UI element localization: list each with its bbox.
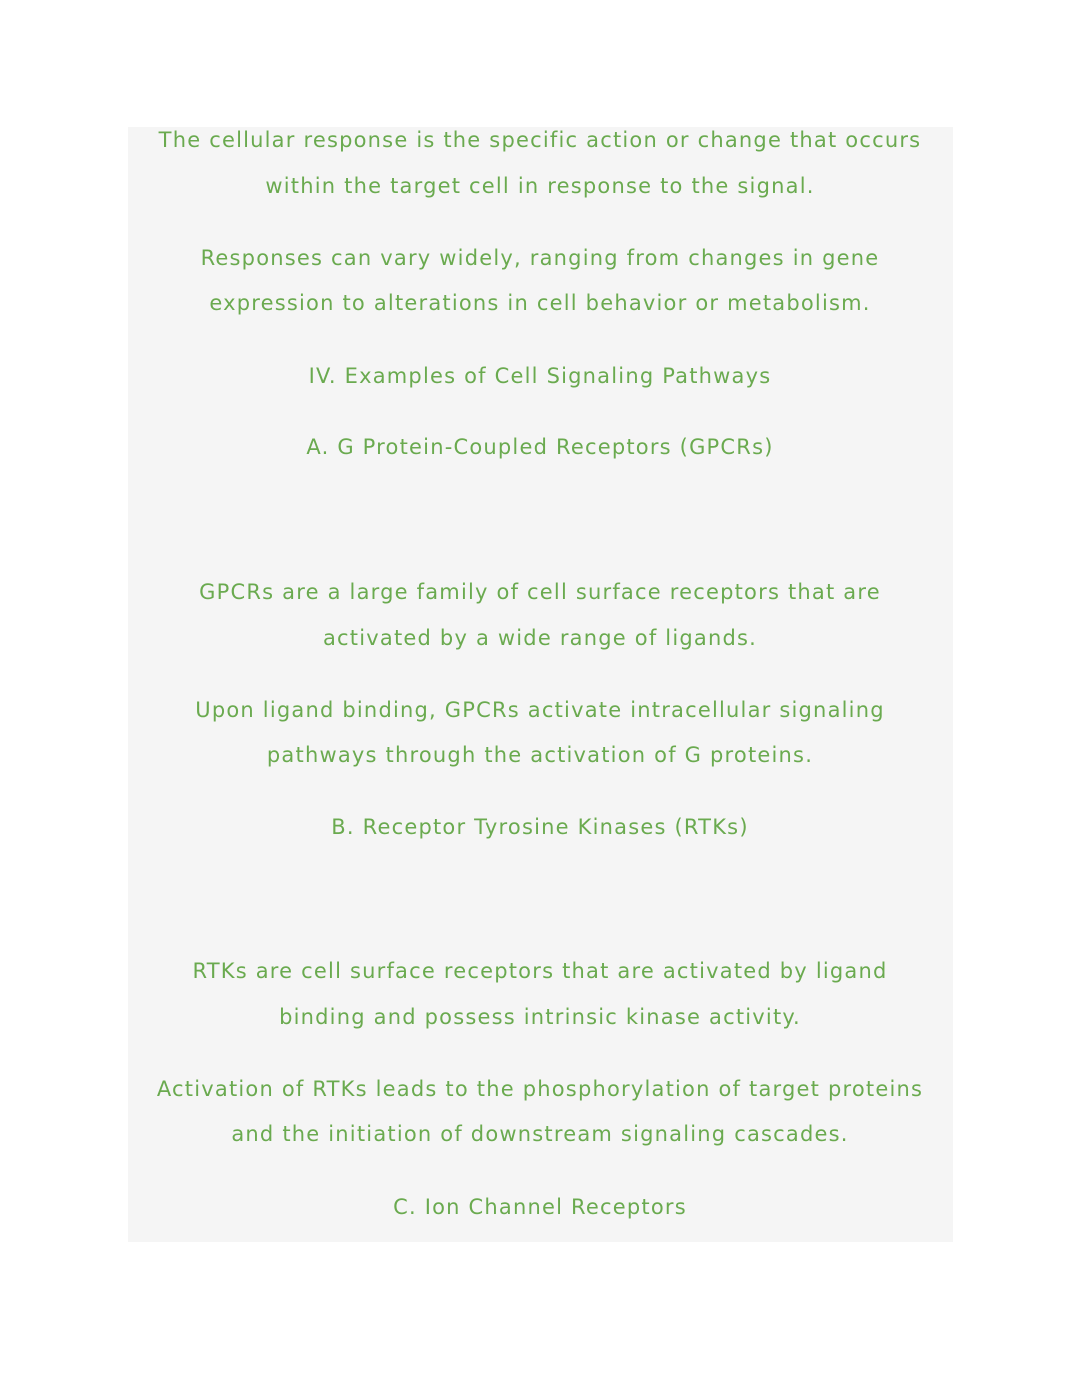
paragraph-ligand-binding-line-1: Upon ligand binding, GPCRs activate intracellular signaling [195,698,885,722]
paragraph-cellular-response-line-1: The cellular response is the specific action or change that occurs [158,128,922,152]
paragraph-rtk-activation-line-1: Activation of RTKs leads to the phosphorylation of target proteins [156,1077,924,1101]
heading-subsection-c: C. Ion Channel Receptors [393,1195,687,1219]
paragraph-gpcrs-line-1: GPCRs are a large family of cell surface receptors that are [199,580,881,604]
heading-subsection-a: A. G Protein-Coupled Receptors (GPCRs) [306,435,774,459]
paragraph-rtks-line-1: RTKs are cell surface receptors that are activated by ligand [192,959,888,983]
paragraph-cellular-response-line-2: within the target cell in response to the signal. [265,174,815,198]
heading-subsection-b: B. Receptor Tyrosine Kinases (RTKs) [331,815,749,839]
paragraph-gpcrs-line-2: activated by a wide range of ligands. [322,626,758,650]
paragraph-responses-line-1: Responses can vary widely, ranging from changes in gene [200,246,880,270]
paragraph-responses-line-2: expression to alterations in cell behavior or metabolism. [209,291,871,315]
heading-section-iv: IV. Examples of Cell Signaling Pathways [308,364,772,388]
paragraph-rtk-activation-line-2: and the initiation of downstream signaling cascades. [231,1122,849,1146]
paragraph-ligand-binding-line-2: pathways through the activation of G proteins. [266,743,814,767]
paragraph-rtks-line-2: binding and possess intrinsic kinase activity. [279,1005,801,1029]
